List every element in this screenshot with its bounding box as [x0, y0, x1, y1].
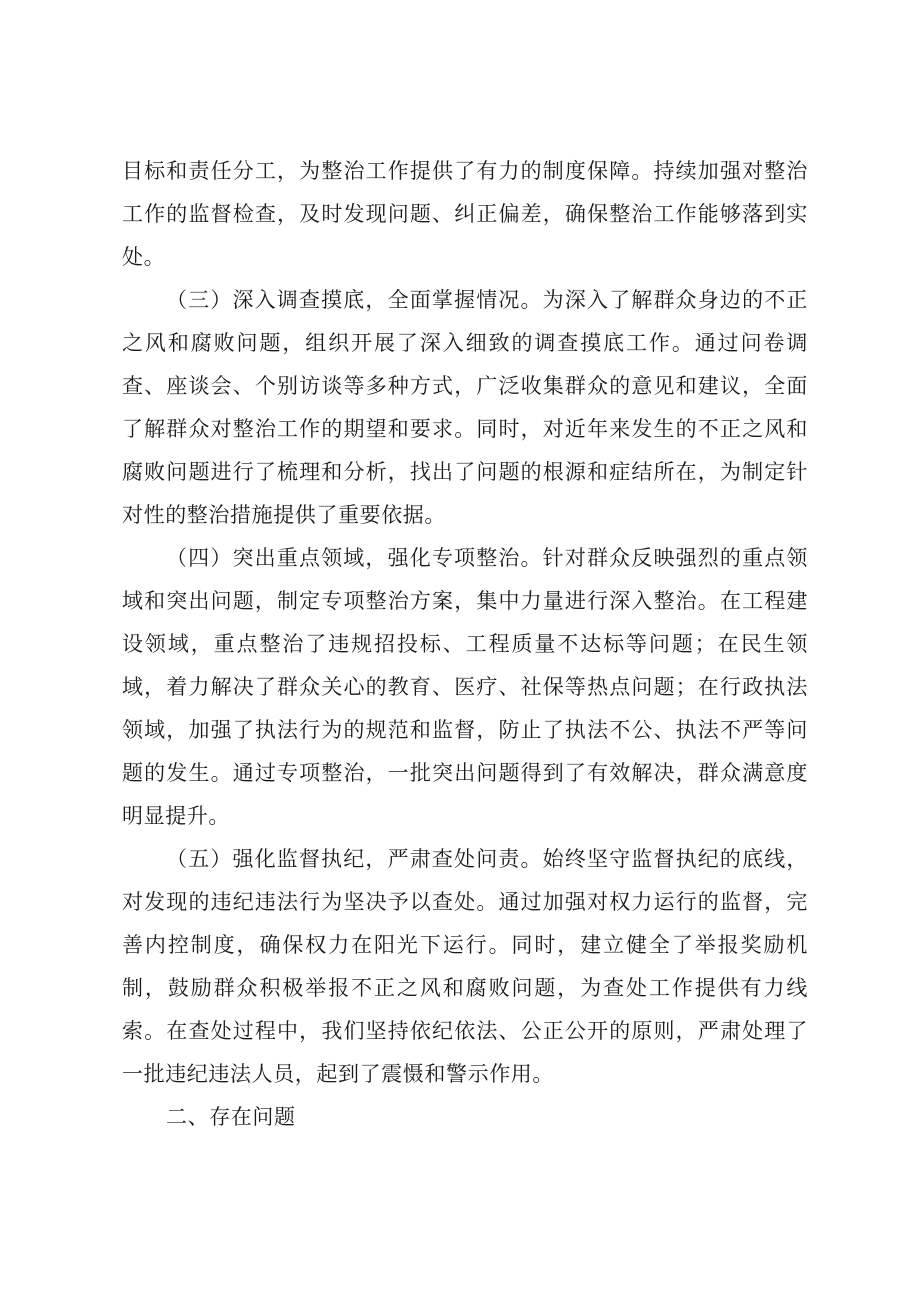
document-body [122, 150, 808, 1139]
paragraph-section-5: （五）强化监督执纪，严肃查处问责。始终坚守监督执纪的底线，对发现的违纪违法行为坚决予以查处。通过加强对权力运行的监督，完善内控制度，确保权力在阳光下运行。同时，建立健全了举报奖励机制，鼓励群众积极举报不正之风和腐败问题，为查处工作提供有力线索。在查处过程中，我们坚持依纪依法、公正公开的原则，严肃处理了一批违纪违法人员，起到了震慑和警示作用。 [122, 847, 808, 1086]
paragraph-continuation: 目标和责任分工，为整治工作提供了有力的制度保障。持续加强对整治工作的监督检查，及时发现问题、纠正偏差，确保整治工作能够落到实处。 [122, 159, 808, 269]
paragraph-section-3: （三）深入调查摸底，全面掌握情况。为深入了解群众身边的不正之风和腐败问题，组织开展了深入细致的调查摸底工作。通过问卷调查、座谈会、个别访谈等多种方式，广泛收集群众的意见和建议，全面了解群众对整治工作的期望和要求。同时，对近年来发生的不正之风和腐败问题进行了梳理和分析，找出了问题的根源和症结所在，为制定针对性的整治措施提供了重要依据。 [122, 288, 808, 527]
paragraph-section-4: （四）突出重点领域，强化专项整治。针对群众反映强烈的重点领域和突出问题，制定专项整治方案，集中力量进行深入整治。在工程建设领域，重点整治了违规招投标、工程质量不达标等问题；在民生领域，着力解决了群众关心的教育、医疗、社保等热点问题；在行政执法领域，加强了执法行为的规范和监督，防止了执法不公、执法不严等问题的发生。通过专项整治，一批突出问题得到了有效解决，群众满意度明显提升。 [122, 546, 808, 828]
section-heading: 二、存在问题 [166, 1105, 296, 1129]
